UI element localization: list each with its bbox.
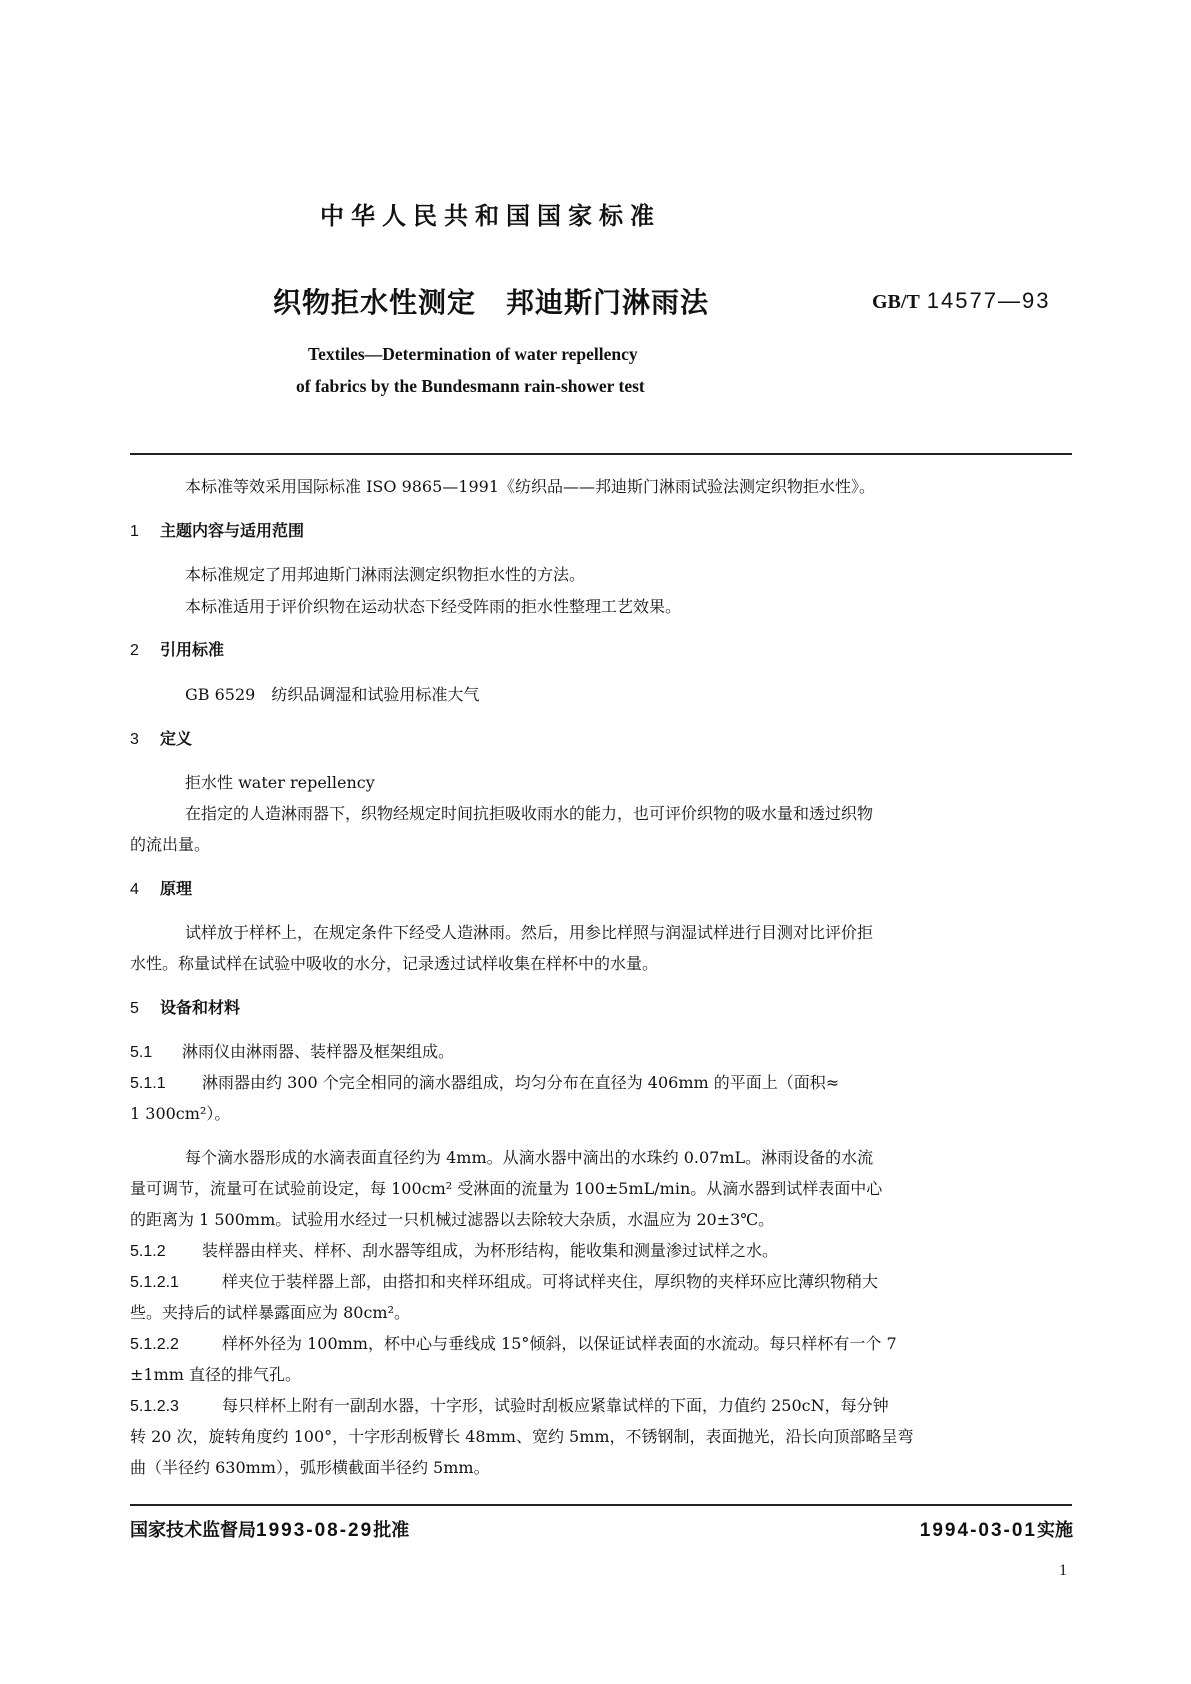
- clause-5-1-1-para2-line1: 每个滴水器形成的水滴表面直径约为 4mm。从滴水器中滴出的水珠约 0.07mL。淋雨设备的水流: [185, 1148, 874, 1167]
- clause-5-1-2-1-line2: 些。夹持后的试样暴露面应为 80cm²。: [130, 1303, 410, 1322]
- clause-5-1-2-3: 5.1.2.3 每只样杯上附有一副刮水器，十字形，试验时刮板应紧靠试样的下面，力值约 250cN，每分钟: [130, 1396, 889, 1415]
- effective-date: 1994-03-01: [919, 1520, 1037, 1541]
- section-3-definition-line1: 在指定的人造淋雨器下，织物经规定时间抗拒吸收雨水的能力，也可评价织物的吸水量和透过织物: [185, 804, 874, 823]
- section-4-paragraph-line2: 水性。称量试样在试验中吸收的水分，记录透过试样收集在样杯中的水量。: [130, 954, 659, 973]
- document-title-en-line2: of fabrics by the Bundesmann rain-shower test: [296, 376, 645, 396]
- page-number: 1: [1059, 1562, 1067, 1579]
- standard-number: [872, 288, 1050, 314]
- footer-divider: [130, 1504, 1072, 1506]
- approval-label: 批准: [373, 1520, 410, 1541]
- standard-prefix: GB/T: [872, 291, 920, 313]
- header-divider: [130, 453, 1072, 455]
- clause-5-1-1: 5.1.1 淋雨器由约 300 个完全相同的滴水器组成，均匀分布在直径为 406mm 的平面上（面积≈: [130, 1073, 840, 1092]
- section-3-term: 拒水性 water repellency: [185, 773, 375, 792]
- section-1-paragraph-1: 本标准规定了用邦迪斯门淋雨法测定织物拒水性的方法。: [185, 565, 586, 584]
- intro-paragraph: 本标准等效采用国际标准 ISO 9865—1991《纺织品——邦迪斯门淋雨试验法测定织物拒水性》。: [185, 477, 876, 496]
- section-2-reference: GB 6529 纺织品调湿和试验用标准大气: [185, 685, 480, 704]
- clause-5-1-2-3-line2: 转 20 次，旋转角度约 100°，十字形刮板臂长 48mm、宽约 5mm，不锈钢制，表面抛光，沿长向顶部略呈弯: [130, 1427, 914, 1446]
- effective-line: [920, 1516, 1073, 1542]
- approval-line: [130, 1516, 409, 1542]
- clause-5-1-1-line2: 1 300cm²）。: [130, 1104, 231, 1123]
- clause-5-1: 5.1 淋雨仪由淋雨器、装样器及框架组成。: [130, 1042, 455, 1061]
- clause-5-1-1-para2-line3: 的距离为 1 500mm。试验用水经过一只机械过滤器以去除较大杂质，水温应为 20±3℃。: [130, 1210, 775, 1229]
- clause-5-1-2-3-line3: 曲（半径约 630mm），弧形横截面半径约 5mm。: [130, 1458, 490, 1477]
- section-4-heading: 4 原理: [130, 879, 193, 898]
- clause-5-1-1-para2-line2: 量可调节，流量可在试验前设定，每 100cm² 受淋面的流量为 100±5mL/min。从滴水器到试样表面中心: [130, 1179, 883, 1198]
- title-cn-part2: 邦迪斯门淋雨法: [506, 286, 710, 319]
- document-title-cn: [273, 281, 709, 321]
- section-1-paragraph-2: 本标准适用于评价织物在运动状态下经受阵雨的拒水性整理工艺效果。: [185, 597, 682, 616]
- section-4-paragraph-line1: 试样放于样杯上，在规定条件下经受人造淋雨。然后，用参比样照与润湿试样进行目测对比评价拒: [185, 923, 874, 942]
- national-standard-heading: 中华人民共和国国家标准: [320, 202, 661, 230]
- title-cn-part1: 织物拒水性测定: [273, 286, 477, 319]
- section-1-heading: 1 主题内容与适用范围: [130, 521, 305, 540]
- clause-5-1-2-1: 5.1.2.1 样夹位于装样器上部，由搭扣和夹样环组成。可将试样夹住，厚织物的夹样环应比薄织物稍大: [130, 1272, 879, 1291]
- clause-5-1-2: 5.1.2 装样器由样夹、样杯、刮水器等组成，为杯形结构，能收集和测量渗过试样之水。: [130, 1241, 779, 1260]
- approval-date: 1993-08-29: [256, 1520, 374, 1541]
- clause-5-1-2-2: 5.1.2.2 样杯外径为 100mm，杯中心与垂线成 15°倾斜，以保证试样表面的水流动。每只样杯有一个 7: [130, 1334, 897, 1353]
- section-3-heading: 3 定义: [130, 729, 193, 748]
- section-5-heading: 5 设备和材料: [130, 998, 241, 1017]
- effective-label: 实施: [1037, 1520, 1073, 1541]
- section-3-definition-line2: 的流出量。: [130, 835, 211, 854]
- standard-number-value: 14577—93: [926, 288, 1051, 313]
- document-title-en-line1: Textiles—Determination of water repellency: [308, 344, 638, 364]
- section-2-heading: 2 引用标准: [130, 640, 225, 659]
- approval-org: 国家技术监督局: [130, 1520, 256, 1541]
- clause-5-1-2-2-line2: ±1mm 直径的排气孔。: [130, 1365, 302, 1384]
